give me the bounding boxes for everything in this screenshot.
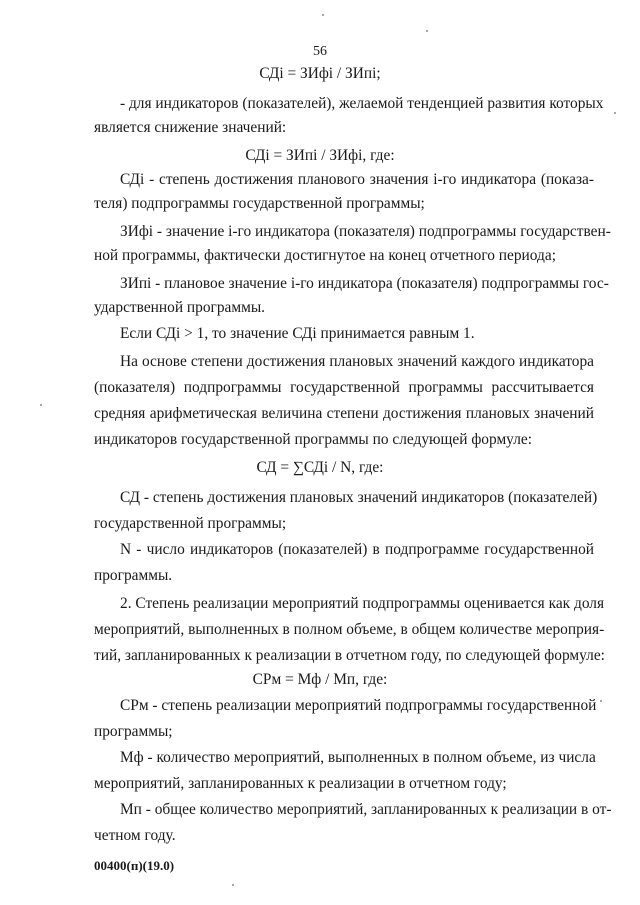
page-number: 56 [313, 44, 327, 59]
paragraph-line: 2. Степень реализации мероприятий подпрограммы оценивается как доля [120, 595, 605, 612]
scan-speck [40, 404, 42, 406]
condition-line: Если СДi > 1, то значение СДi принимается равным 1. [120, 325, 475, 342]
scan-speck [426, 30, 428, 32]
formula-3: СД = ∑СДi / N, где: [256, 459, 384, 476]
definition-line: СД - степень достижения плановых значений индикаторов (показателей) [120, 489, 598, 506]
paragraph-line: (показателя) подпрограммы государственной программы рассчитывается [94, 379, 594, 396]
definition-line: СРм - степень реализации мероприятий подпрограммы государственной [120, 697, 597, 714]
definition-line: мероприятий, запланированных к реализации в отчетном году; [94, 775, 507, 792]
definition-line: ЗИфi - значение i-го индикатора (показателя) подпрограммы государствен- [120, 223, 611, 240]
scan-speck [614, 112, 616, 114]
definition-line: ной программы, фактически достигнутое на конец отчетного периода; [94, 247, 556, 264]
paragraph-line: На основе степени достижения плановых значений каждого индикатора [120, 353, 594, 370]
scan-speck [600, 700, 602, 702]
definition-line: теля) подпрограммы государственной программы; [94, 195, 425, 212]
definition-line: четном году. [94, 827, 176, 844]
scan-speck [232, 884, 234, 886]
definition-line: N - число индикаторов (показателей) в подпрограмме государственной [120, 541, 594, 558]
paragraph-line: - для индикаторов (показателей), желаемой тенденцией развития которых [120, 95, 604, 112]
formula-1: СДi = ЗИфi / ЗИпi; [259, 65, 381, 82]
paragraph-line: средняя арифметическая величина степени достижения плановых значений [94, 405, 594, 422]
definition-line: государственной программы; [94, 515, 287, 532]
paragraph-line: индикаторов государственной программы по следующей формуле: [94, 431, 532, 448]
definition-line: Мп - общее количество мероприятий, запланированных к реализации в от- [120, 801, 612, 818]
definition-line: ударственной программы. [94, 299, 266, 316]
paragraph-line: тий, запланированных к реализации в отчетном году, по следующей формуле: [94, 647, 605, 664]
definition-line: ЗИпi - плановое значение i-го индикатора (показателя) подпрограммы гос- [120, 275, 609, 292]
definition-line: СДi - степень достижения планового значения i-го индикатора (показа- [120, 171, 594, 188]
formula-4: СРм = Мф / Мп, где: [252, 671, 388, 688]
definition-line: Мф - количество мероприятий, выполненных в полном объеме, из числа [120, 749, 596, 766]
paragraph-line: мероприятий, выполненных в полном объеме, в общем количестве мероприя- [94, 621, 605, 638]
definition-line: программы. [94, 567, 173, 584]
document-code: 00400(п)(19.0) [94, 858, 175, 873]
scan-speck [322, 14, 324, 16]
formula-2: СДi = ЗИпi / ЗИфi, где: [245, 147, 395, 164]
definition-line: программы; [94, 723, 173, 740]
paragraph-line: является снижение значений: [94, 119, 287, 136]
